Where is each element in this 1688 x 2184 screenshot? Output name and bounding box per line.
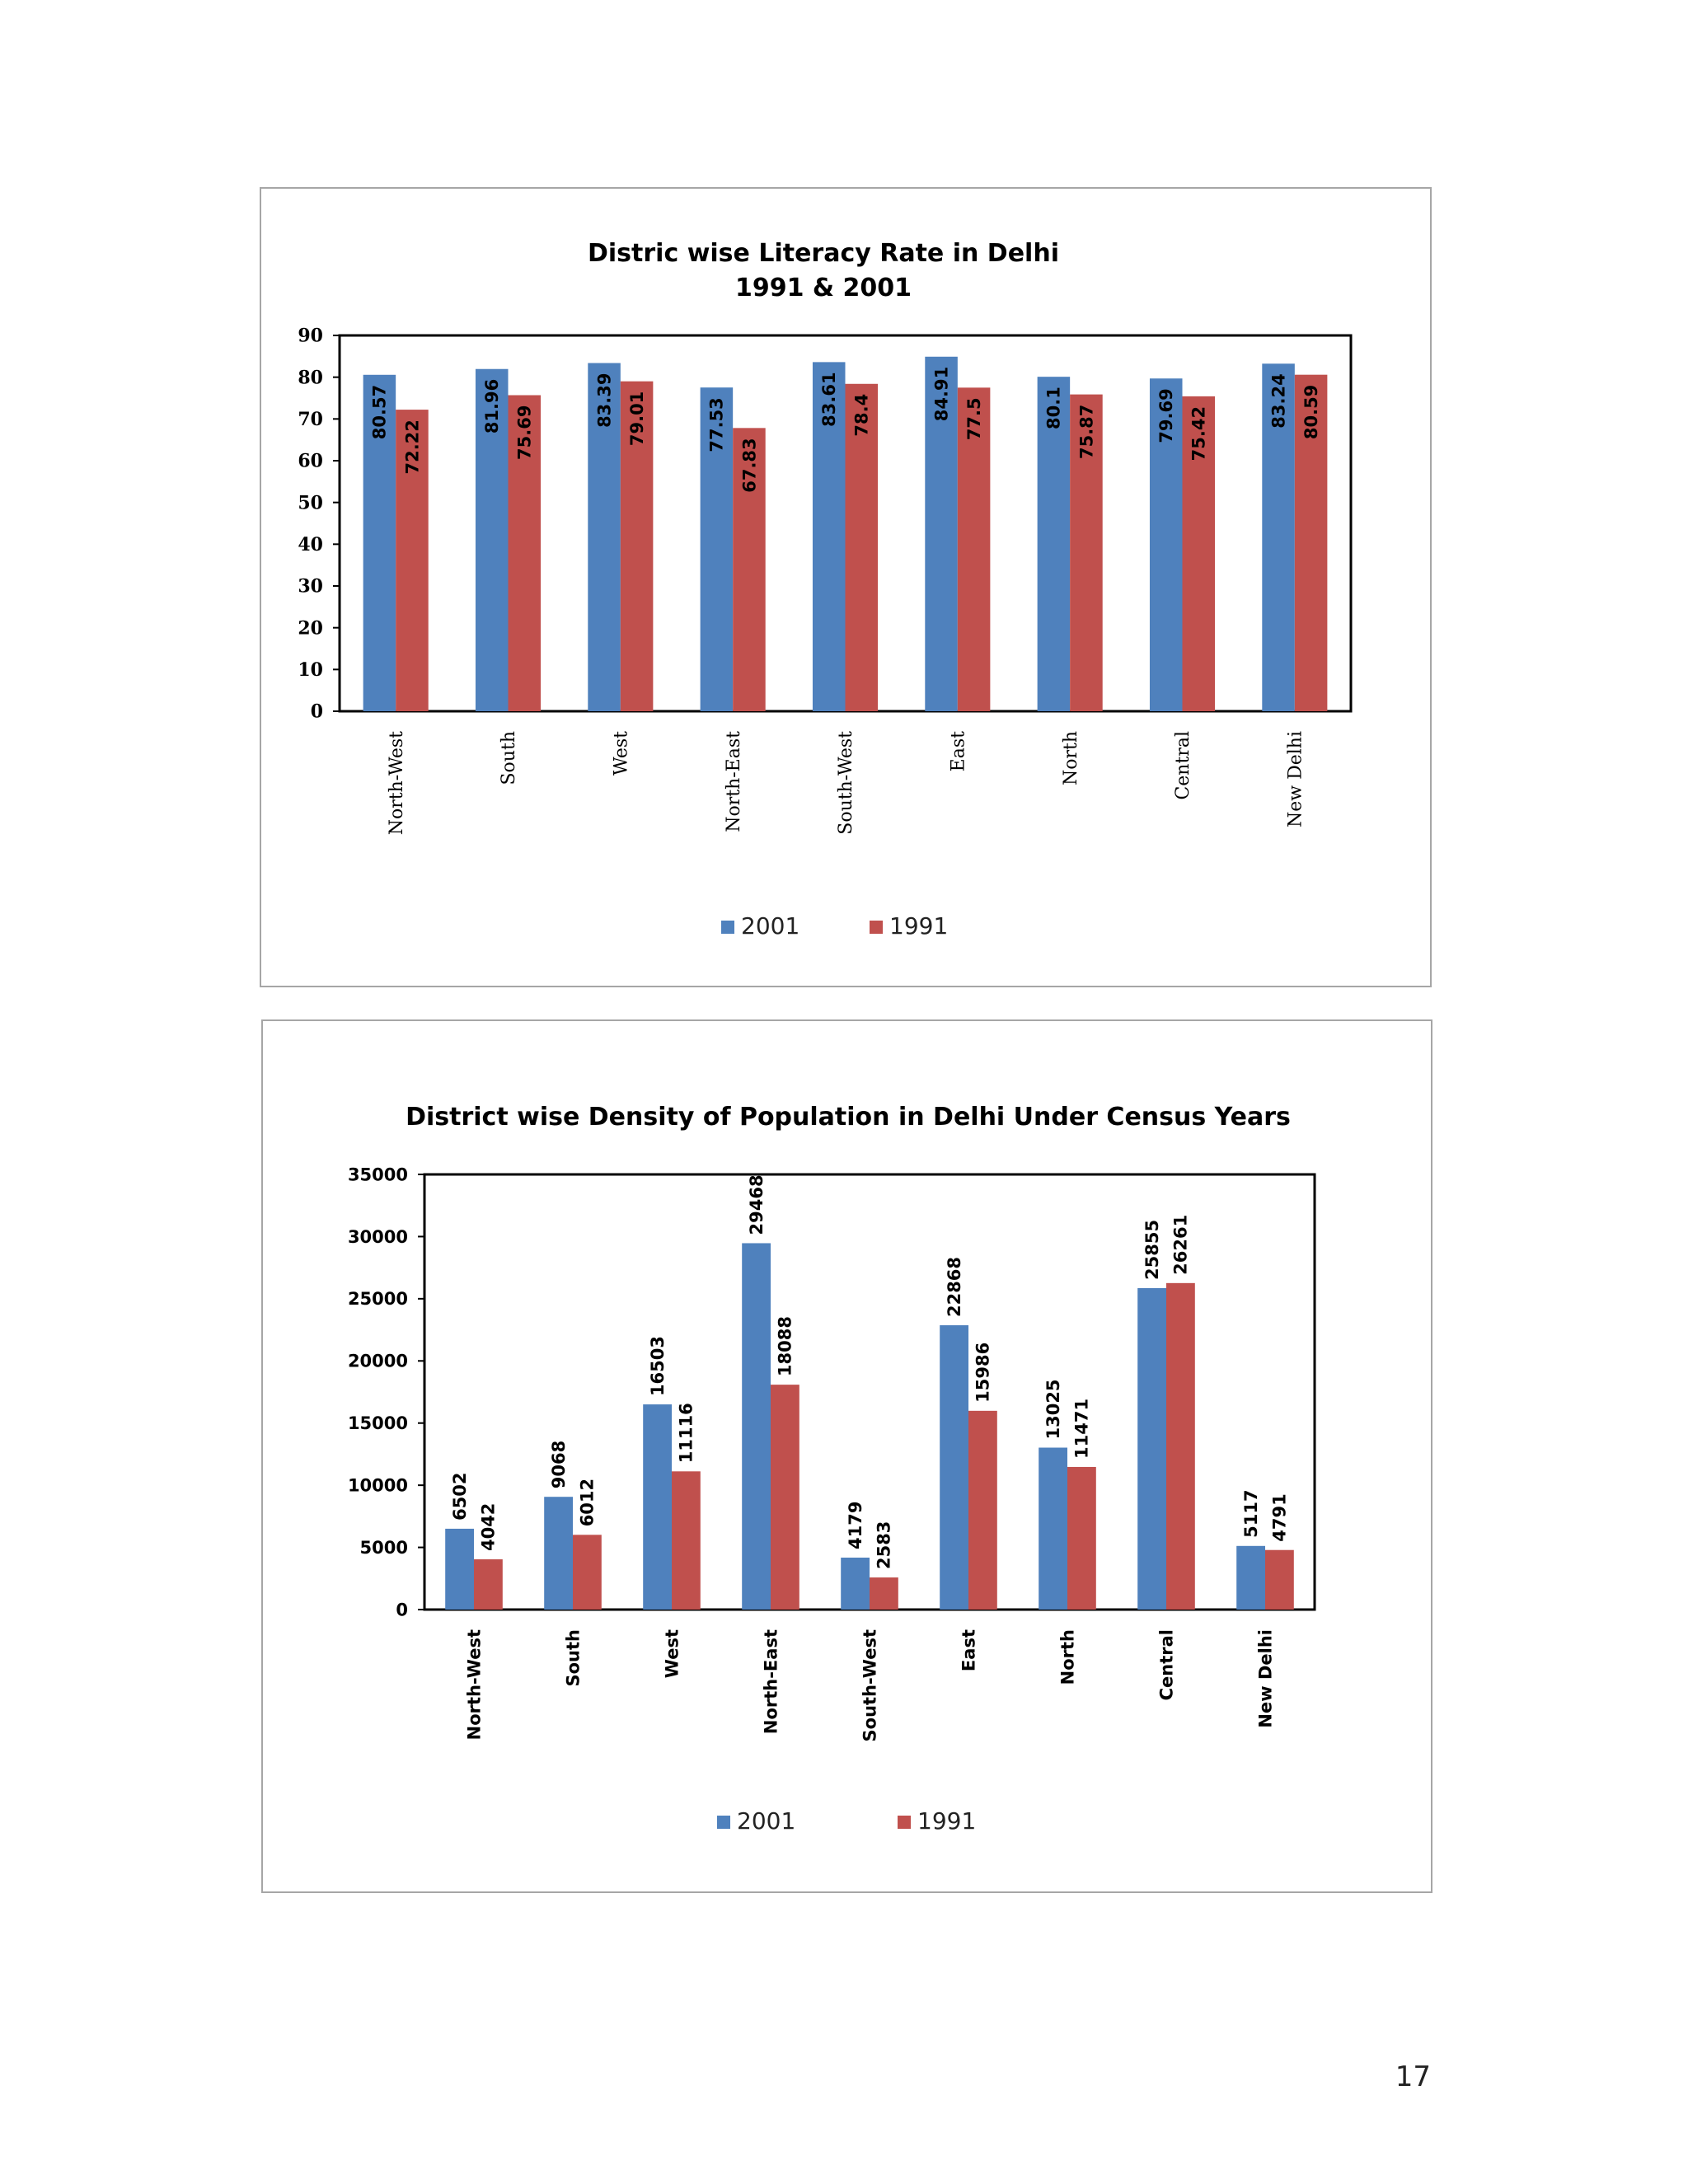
x-tick-label: North-East (761, 1629, 781, 1735)
legend-swatch-1991 (898, 1816, 911, 1829)
legend-label-2001: 2001 (741, 912, 800, 940)
y-tick-label: 35000 (347, 1165, 408, 1185)
data-label-2001-south: 81.96 (482, 378, 503, 434)
x-tick-label: North-West (464, 1629, 485, 1741)
x-tick-label: South (563, 1629, 584, 1687)
data-label-2001-south-west: 83.61 (819, 372, 840, 427)
data-label-1991-west: 79.01 (626, 391, 647, 447)
bar-1991-south-west (870, 1577, 898, 1610)
page-number: 17 (1395, 2060, 1431, 2093)
x-tick-label: North (1057, 1629, 1078, 1685)
x-tick-label: East (948, 731, 969, 772)
density-chart (263, 1021, 1431, 1891)
x-tick-label: West (611, 731, 632, 776)
bar-1991-new-delhi (1265, 1550, 1294, 1610)
x-tick-label: North-East (723, 731, 744, 832)
data-label-2001-central: 79.69 (1156, 388, 1177, 443)
data-label-2001-central: 25855 (1142, 1219, 1162, 1280)
bar-1991-north-east (771, 1385, 799, 1610)
bar-2001-south (544, 1497, 573, 1610)
y-tick-label: 10 (298, 659, 323, 682)
data-label-2001-east: 84.91 (931, 366, 952, 422)
data-label-1991-east: 15986 (973, 1342, 993, 1403)
y-tick-label: 0 (396, 1600, 408, 1620)
x-tick-label: Central (1173, 731, 1194, 800)
bar-2001-east (940, 1325, 968, 1610)
data-label-2001-north: 13025 (1043, 1379, 1063, 1440)
y-tick-label: 60 (298, 450, 323, 472)
data-label-2001-west: 83.39 (594, 373, 615, 428)
data-label-2001-north-east: 77.53 (706, 397, 727, 452)
bar-2001-west (643, 1404, 672, 1610)
data-label-2001-north-west: 6502 (449, 1472, 470, 1521)
bar-2001-new-delhi (1236, 1546, 1265, 1610)
data-label-2001-east: 22868 (944, 1256, 964, 1318)
x-tick-label: New Delhi (1285, 731, 1306, 827)
bar-2001-north (1039, 1448, 1067, 1610)
data-label-1991-east: 77.5 (964, 397, 984, 441)
data-label-1991-north-west: 4042 (478, 1502, 499, 1552)
chart-title: Distric wise Literacy Rate in Delhi (588, 239, 1059, 268)
x-tick-label: North (1060, 731, 1081, 786)
bar-1991-east (968, 1411, 997, 1610)
legend-label-2001: 2001 (737, 1807, 796, 1835)
y-tick-label: 20000 (347, 1351, 408, 1371)
x-tick-label: South-West (836, 731, 857, 835)
legend-swatch-2001 (721, 921, 734, 934)
bar-2001-north-west (445, 1529, 474, 1610)
data-label-1991-north-east: 67.83 (739, 438, 760, 493)
data-label-1991-south-west: 2583 (874, 1521, 894, 1570)
x-tick-label: South (499, 731, 520, 785)
y-tick-label: 25000 (347, 1289, 408, 1310)
bar-2001-central (1137, 1288, 1166, 1610)
data-label-1991-north-east: 18088 (775, 1316, 795, 1377)
legend-label-1991: 1991 (889, 912, 949, 940)
bar-1991-central (1166, 1283, 1195, 1610)
data-label-2001-north-west: 80.57 (369, 384, 390, 440)
legend-swatch-1991 (870, 921, 883, 934)
y-tick-label: 80 (298, 367, 323, 389)
bar-2001-south-west (841, 1558, 870, 1610)
y-tick-label: 10000 (347, 1475, 408, 1496)
chart-title: District wise Density of Population in Delhi Under Census Years (406, 1103, 1291, 1132)
data-label-1991-north: 75.87 (1076, 404, 1097, 460)
legend-label-1991: 1991 (917, 1807, 977, 1835)
data-label-2001-north-east: 29468 (746, 1174, 767, 1235)
x-tick-label: Central (1156, 1629, 1177, 1701)
data-label-2001-north: 80.1 (1043, 387, 1064, 429)
literacy-chart (261, 189, 1430, 986)
data-label-1991-north: 11471 (1071, 1398, 1092, 1459)
data-label-1991-south: 6012 (577, 1478, 598, 1527)
data-label-1991-south: 75.69 (514, 405, 535, 460)
bar-1991-west (672, 1471, 701, 1610)
data-label-2001-south: 9068 (548, 1440, 569, 1489)
y-tick-label: 30 (298, 575, 323, 598)
x-tick-label: South-West (860, 1629, 880, 1742)
data-label-1991-south-west: 78.4 (851, 393, 872, 437)
density-chart-panel (261, 1019, 1432, 1893)
y-tick-label: 20 (298, 617, 323, 640)
data-label-1991-north-west: 72.22 (402, 419, 423, 475)
y-tick-label: 50 (298, 492, 323, 514)
bar-2001-north-east (742, 1243, 771, 1610)
data-label-1991-west: 11116 (676, 1403, 696, 1464)
x-tick-label: North-West (386, 731, 407, 836)
bar-1991-north (1067, 1467, 1096, 1610)
y-tick-label: 70 (298, 409, 323, 431)
data-label-1991-new-delhi: 4791 (1269, 1493, 1290, 1542)
y-tick-label: 30000 (347, 1226, 408, 1247)
x-tick-label: East (959, 1629, 979, 1672)
data-label-2001-new-delhi: 5117 (1240, 1489, 1261, 1538)
y-tick-label: 0 (310, 701, 323, 723)
y-tick-label: 90 (298, 325, 323, 347)
legend-swatch-2001 (717, 1816, 730, 1829)
data-label-1991-central: 26261 (1170, 1214, 1191, 1275)
literacy-chart-panel (260, 187, 1432, 987)
data-label-2001-west: 16503 (647, 1335, 668, 1397)
bar-1991-south (573, 1535, 602, 1610)
data-label-1991-central: 75.42 (1189, 405, 1209, 462)
x-tick-label: New Delhi (1255, 1629, 1276, 1728)
data-label-2001-south-west: 4179 (845, 1501, 865, 1549)
y-tick-label: 40 (298, 534, 323, 556)
x-tick-label: West (662, 1629, 682, 1679)
bar-1991-north-west (474, 1559, 503, 1610)
y-tick-label: 5000 (359, 1537, 408, 1558)
data-label-1991-new-delhi: 80.59 (1301, 384, 1321, 440)
data-label-2001-new-delhi: 83.24 (1268, 373, 1289, 429)
chart-subtitle: 1991 & 2001 (734, 274, 912, 302)
y-tick-label: 15000 (347, 1413, 408, 1434)
